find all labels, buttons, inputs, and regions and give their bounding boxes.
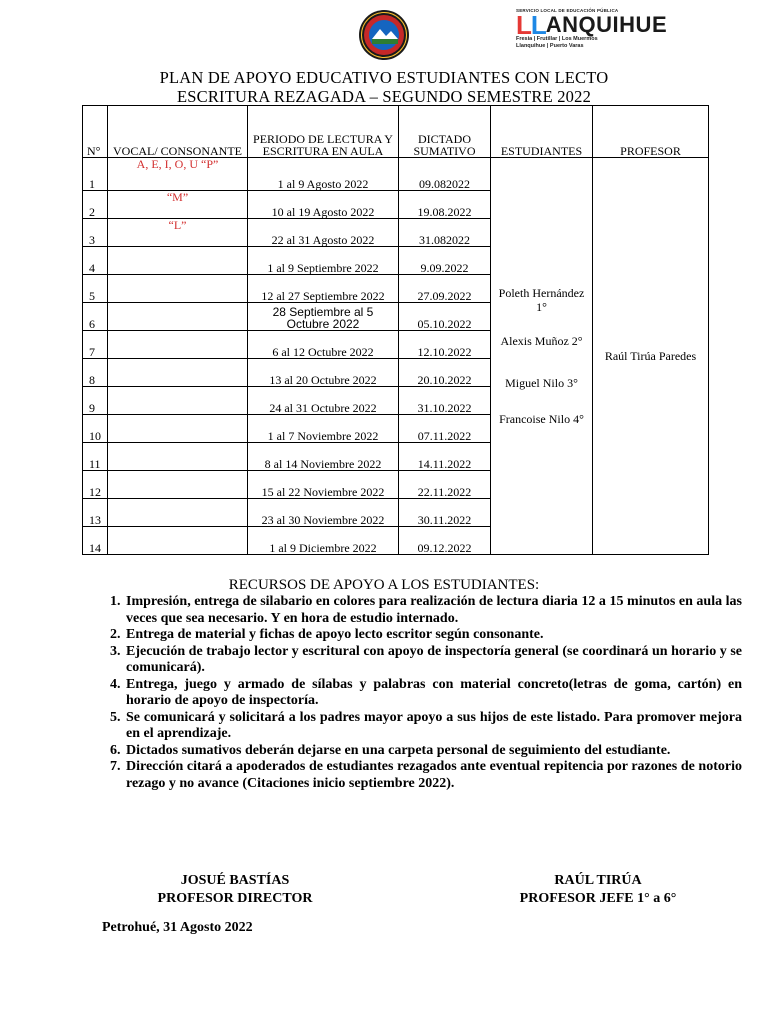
row-periodo: 8 al 14 Noviembre 2022 [248, 443, 399, 471]
row-periodo: 1 al 7 Noviembre 2022 [248, 415, 399, 443]
document-date: Petrohué, 31 Agosto 2022 [102, 920, 253, 935]
row-num: 10 [83, 415, 108, 443]
row-periodo: 6 al 12 Octubre 2022 [248, 331, 399, 359]
row-num: 3 [83, 219, 108, 247]
row-dictado: 20.10.2022 [399, 359, 491, 387]
logo-service-text: SERVICIO LOCAL DE EDUCACIÓN PÚBLICA [516, 8, 619, 13]
table-header-row [83, 106, 709, 158]
row-num: 6 [83, 303, 108, 331]
row-periodo: 1 al 9 Agosto 2022 [248, 158, 399, 191]
row-periodo: 1 al 9 Diciembre 2022 [248, 527, 399, 555]
row-dictado: 27.09.2022 [399, 275, 491, 303]
row-periodo: 15 al 22 Noviembre 2022 [248, 471, 399, 499]
row-dictado: 31.10.2022 [399, 387, 491, 415]
list-item: 1. Impresión, entrega de silabario en colores para realización de lectura diaria 12 a 15 minutos en aula las veces que sea necesario. Y en hora de estudio internado. [124, 594, 742, 627]
row-dictado: 14.11.2022 [399, 443, 491, 471]
table-row [83, 158, 709, 191]
row-vocal: A, E, I, O, U “P” [108, 158, 248, 191]
header-dictado: DICTADO SUMATIVO [399, 106, 491, 158]
row-vocal [108, 247, 248, 275]
page-title-line2: ESCRITURA REZAGADA – SEGUNDO SEMESTRE 2022 [176, 87, 592, 106]
recursos-list [102, 594, 742, 792]
row-periodo: 12 al 27 Septiembre 2022 [248, 275, 399, 303]
row-periodo: 23 al 30 Noviembre 2022 [248, 499, 399, 527]
logo-ll: LL [516, 10, 546, 40]
row-periodo: 24 al 31 Octubre 2022 [248, 387, 399, 415]
row-dictado: 22.11.2022 [399, 471, 491, 499]
row-vocal [108, 387, 248, 415]
row-periodo: 13 al 20 Octubre 2022 [248, 359, 399, 387]
list-item: 6. Dictados sumativos deberán dejarse en una carpeta personal de seguimiento del estudiante. [124, 743, 742, 760]
header-profesor: PROFESOR [593, 106, 709, 158]
logo-name: ANQUIHUE [545, 12, 668, 37]
list-item: 5. Se comunicará y solicitará a los padres mayor apoyo a sus hijos de este listado. Para promover mejora en el aprendizaje. [124, 710, 742, 743]
row-vocal [108, 331, 248, 359]
row-vocal [108, 275, 248, 303]
teacher-role: PROFESOR JEFE 1° a 6° [519, 891, 677, 906]
row-vocal [108, 303, 248, 331]
row-num: 11 [83, 443, 108, 471]
school-seal-icon [358, 9, 410, 61]
teacher-cell: Raúl Tirúa Paredes [593, 158, 709, 555]
header-num: N° [83, 106, 108, 158]
list-item: 4. Entrega, juego y armado de sílabas y palabras con material concreto(letras de goma, cartón) en horario de apoyo de inspectoría. [124, 677, 742, 710]
row-dictado: 09.12.2022 [399, 527, 491, 555]
row-dictado: 09.082022 [399, 158, 491, 191]
row-num: 4 [83, 247, 108, 275]
row-num: 8 [83, 359, 108, 387]
row-vocal [108, 443, 248, 471]
row-num: 1 [83, 158, 108, 191]
director-role: PROFESOR DIRECTOR [157, 891, 313, 906]
row-dictado: 12.10.2022 [399, 331, 491, 359]
row-vocal [108, 471, 248, 499]
row-num: 13 [83, 499, 108, 527]
row-periodo: 1 al 9 Septiembre 2022 [248, 247, 399, 275]
row-num: 9 [83, 387, 108, 415]
row-num: 12 [83, 471, 108, 499]
logo-communes-1: Fresia | Frutillar | Los Muermos [516, 36, 598, 42]
student-3: Miguel Nilo 3° [505, 376, 578, 390]
row-vocal: “L” [108, 219, 248, 247]
header-periodo: PERIODO DE LECTURA Y ESCRITURA EN AULA [248, 106, 399, 158]
list-item: 7. Dirección citará a apoderados de estudiantes rezagados ante eventual repitencia por razones de notorio rezago y no avance (Citaciones inicio septiembre 2022). [124, 759, 742, 792]
signature-director [130, 872, 340, 908]
row-vocal [108, 415, 248, 443]
row-vocal [108, 499, 248, 527]
student-2: Alexis Muñoz 2° [500, 334, 583, 348]
row-num: 14 [83, 527, 108, 555]
row-dictado: 07.11.2022 [399, 415, 491, 443]
director-name: JOSUÉ BASTÍAS [180, 873, 290, 888]
students-cell [491, 158, 593, 555]
row-dictado: 19.08.2022 [399, 191, 491, 219]
student-1: Poleth Hernández 1° [498, 286, 585, 314]
slep-logo [516, 8, 706, 50]
row-dictado: 31.082022 [399, 219, 491, 247]
row-vocal [108, 359, 248, 387]
signature-teacher [478, 872, 718, 908]
list-item: 2. Entrega de material y fichas de apoyo lecto escritor según consonante. [124, 627, 742, 644]
page-title-line1: PLAN DE APOYO EDUCATIVO ESTUDIANTES CON LECTO [159, 68, 609, 87]
list-item: 3. Ejecución de trabajo lector y escritural con apoyo de inspectoría general (se coordinará un horario y se comunicará). [124, 644, 742, 677]
row-num: 2 [83, 191, 108, 219]
row-num: 5 [83, 275, 108, 303]
row-vocal: “M” [108, 191, 248, 219]
row-vocal [108, 527, 248, 555]
logo-communes-2: Llanquihue | Puerto Varas [516, 43, 584, 49]
row-num: 7 [83, 331, 108, 359]
header-vocal: VOCAL/ CONSONANTE [108, 106, 248, 158]
recursos-title: RECURSOS DE APOYO A LOS ESTUDIANTES: [228, 577, 540, 593]
row-dictado: 30.11.2022 [399, 499, 491, 527]
row-periodo: 28 Septiembre al 5 Octubre 2022 [248, 303, 399, 331]
row-dictado: 9.09.2022 [399, 247, 491, 275]
header-estudiantes: ESTUDIANTES [491, 106, 593, 158]
plan-table [82, 105, 709, 555]
row-periodo: 22 al 31 Agosto 2022 [248, 219, 399, 247]
row-dictado: 05.10.2022 [399, 303, 491, 331]
teacher-name: RAÚL TIRÚA [554, 873, 642, 888]
student-4: Francoise Nilo 4° [499, 412, 584, 426]
row-periodo: 10 al 19 Agosto 2022 [248, 191, 399, 219]
